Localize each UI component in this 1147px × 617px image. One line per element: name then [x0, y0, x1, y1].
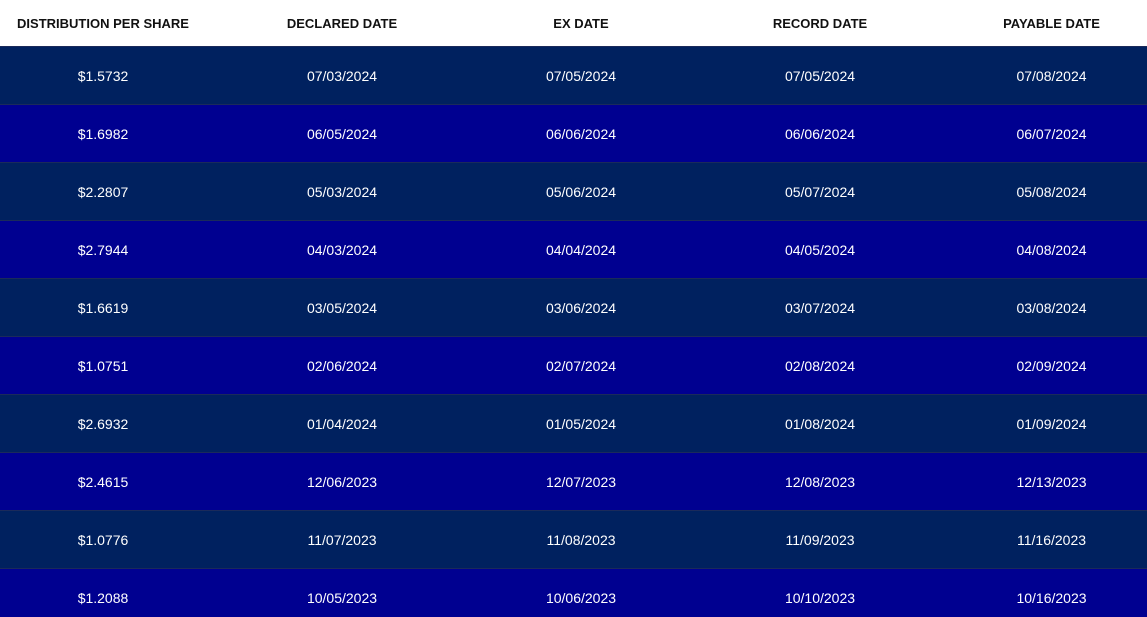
table-body — [0, 47, 1147, 617]
table-row — [0, 511, 1147, 569]
cell-record-date: 06/06/2024 — [684, 105, 956, 163]
cell-distribution: $1.0776 — [0, 511, 206, 569]
cell-ex-date: 06/06/2024 — [478, 105, 684, 163]
cell-payable-date: 01/09/2024 — [956, 395, 1147, 453]
cell-payable-date: 11/16/2023 — [956, 511, 1147, 569]
cell-ex-date: 01/05/2024 — [478, 395, 684, 453]
cell-payable-date: 05/08/2024 — [956, 163, 1147, 221]
cell-record-date: 12/08/2023 — [684, 453, 956, 511]
cell-declared-date: 05/03/2024 — [206, 163, 478, 221]
cell-declared-date: 12/06/2023 — [206, 453, 478, 511]
cell-declared-date: 02/06/2024 — [206, 337, 478, 395]
table-row — [0, 221, 1147, 279]
cell-declared-date: 11/07/2023 — [206, 511, 478, 569]
table-row — [0, 395, 1147, 453]
cell-distribution: $1.6982 — [0, 105, 206, 163]
cell-distribution: $1.2088 — [0, 569, 206, 617]
table-row — [0, 453, 1147, 511]
cell-ex-date: 07/05/2024 — [478, 47, 684, 105]
cell-record-date: 02/08/2024 — [684, 337, 956, 395]
header-declared-date: DECLARED DATE — [206, 0, 478, 47]
cell-distribution: $2.7944 — [0, 221, 206, 279]
table-row — [0, 163, 1147, 221]
header-ex-date: EX DATE — [478, 0, 684, 47]
table-row — [0, 337, 1147, 395]
table-header — [0, 0, 1147, 47]
cell-declared-date: 03/05/2024 — [206, 279, 478, 337]
cell-ex-date: 02/07/2024 — [478, 337, 684, 395]
cell-record-date: 10/10/2023 — [684, 569, 956, 617]
cell-declared-date: 01/04/2024 — [206, 395, 478, 453]
cell-record-date: 05/07/2024 — [684, 163, 956, 221]
table-row — [0, 47, 1147, 105]
cell-distribution: $2.2807 — [0, 163, 206, 221]
table-row — [0, 569, 1147, 617]
header-distribution-per-share: DISTRIBUTION PER SHARE — [0, 0, 206, 47]
cell-distribution: $1.5732 — [0, 47, 206, 105]
cell-record-date: 07/05/2024 — [684, 47, 956, 105]
cell-payable-date: 04/08/2024 — [956, 221, 1147, 279]
cell-ex-date: 03/06/2024 — [478, 279, 684, 337]
cell-payable-date: 12/13/2023 — [956, 453, 1147, 511]
cell-declared-date: 06/05/2024 — [206, 105, 478, 163]
header-record-date: RECORD DATE — [684, 0, 956, 47]
cell-distribution: $1.0751 — [0, 337, 206, 395]
cell-ex-date: 12/07/2023 — [478, 453, 684, 511]
cell-record-date: 03/07/2024 — [684, 279, 956, 337]
cell-distribution: $2.6932 — [0, 395, 206, 453]
cell-ex-date: 05/06/2024 — [478, 163, 684, 221]
cell-ex-date: 04/04/2024 — [478, 221, 684, 279]
cell-ex-date: 10/06/2023 — [478, 569, 684, 617]
table-row — [0, 279, 1147, 337]
cell-payable-date: 02/09/2024 — [956, 337, 1147, 395]
cell-declared-date: 04/03/2024 — [206, 221, 478, 279]
cell-declared-date: 10/05/2023 — [206, 569, 478, 617]
cell-record-date: 01/08/2024 — [684, 395, 956, 453]
cell-distribution: $2.4615 — [0, 453, 206, 511]
cell-record-date: 04/05/2024 — [684, 221, 956, 279]
cell-declared-date: 07/03/2024 — [206, 47, 478, 105]
cell-distribution: $1.6619 — [0, 279, 206, 337]
header-payable-date: PAYABLE DATE — [956, 0, 1147, 47]
cell-ex-date: 11/08/2023 — [478, 511, 684, 569]
cell-payable-date: 06/07/2024 — [956, 105, 1147, 163]
cell-payable-date: 07/08/2024 — [956, 47, 1147, 105]
cell-payable-date: 03/08/2024 — [956, 279, 1147, 337]
table-row — [0, 105, 1147, 163]
cell-payable-date: 10/16/2023 — [956, 569, 1147, 617]
header-row — [0, 0, 1147, 47]
cell-record-date: 11/09/2023 — [684, 511, 956, 569]
